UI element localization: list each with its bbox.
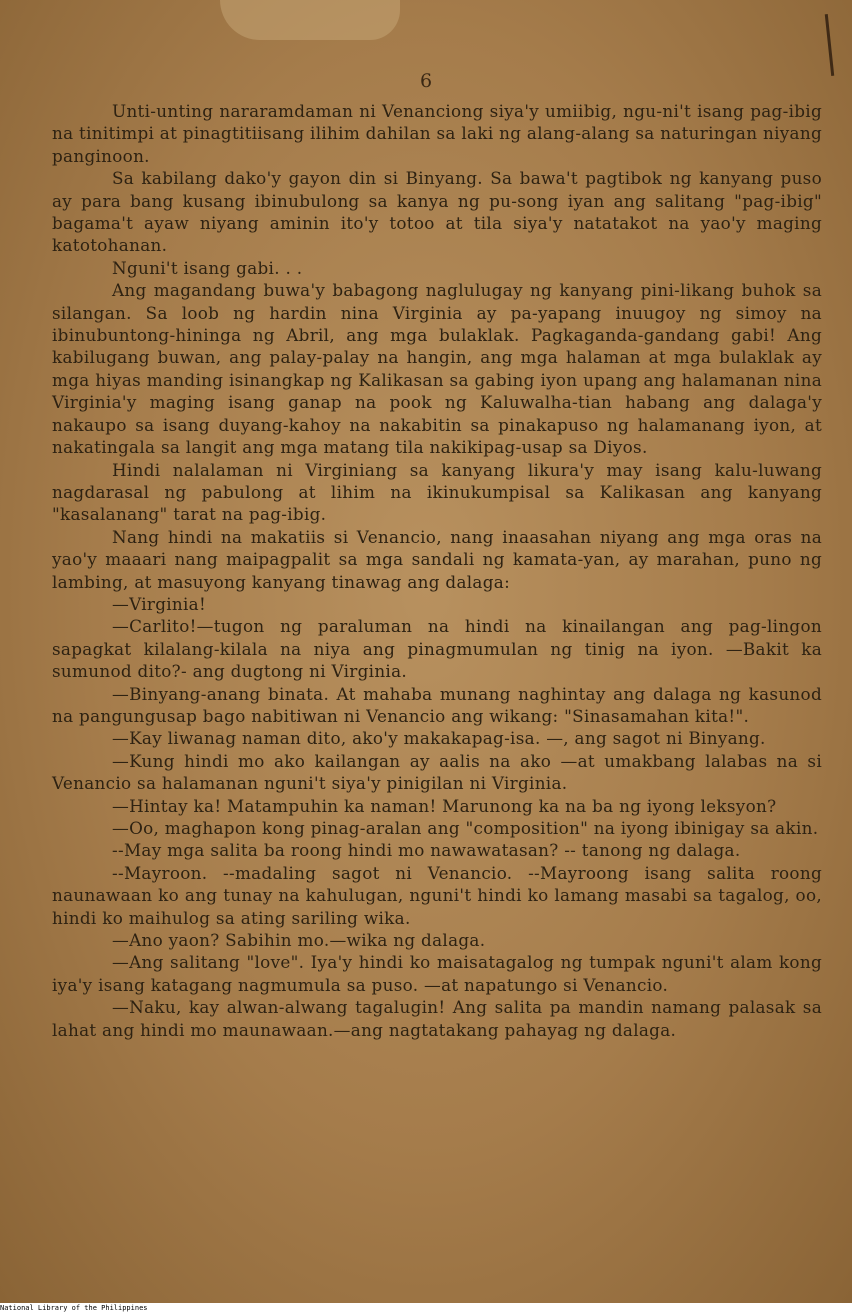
paragraph: —Carlito!—tugon ng paraluman na hindi na kinailangan ang pag-lingon sapagkat kilalang-kilala na niya ang pinagmumulan ng tinig na iyon. —Bakit ka sumunod dito?- ang dugtong ni Virginia. <box>52 616 822 682</box>
paragraph: Sa kabilang dako'y gayon din si Binyang. Sa bawa't pagtibok ng kanyang puso ay para bang kusang ibinubulong sa kanya ng pu-song iyan ang salitang "pag-ibig" bagama't ayaw niyang aminin ito'y totoo at tila siya'y natatakot na yao'y maging katotohanan. <box>52 168 822 256</box>
paragraph: —Ang salitang "love". Iya'y hindi ko maisatagalog ng tumpak nguni't alam kong iya'y isang katagang nagmumula sa puso. —at napatungo si Venancio. <box>52 952 822 995</box>
paragraph: —Kung hindi mo ako kailangan ay aalis na ako —at umakbang lalabas na si Venancio sa halamanan nguni't siya'y pinigilan ni Virginia. <box>52 750 822 794</box>
paragraph: —Virginia! <box>112 593 207 614</box>
paragraph: —Kay liwanag naman dito, ako'y makakapag-isa. —, ang sagot ni Binyang. <box>112 728 766 749</box>
paragraph: --May mga salita ba roong hindi mo nawawatasan? -- tanong ng dalaga. <box>112 840 741 861</box>
paragraph: Nang hindi na makatiis si Venancio, nang inaasahan niyang ang mga oras na yao'y maaari nang maipagpalit sa mga sandali ng kamata-yan, ay marahan, puno ng lambing, at masuyong kanyang tinawag ang dalaga: <box>52 526 822 592</box>
paragraph: —Ano yaon? Sabihin mo.—wika ng dalaga. <box>112 930 486 951</box>
paragraph: —Oo, maghapon kong pinag-aralan ang "composition" na iyong ibinigay sa akin. <box>112 818 819 838</box>
page-number: 6 <box>419 70 433 92</box>
body-text <box>52 100 822 1041</box>
paper-stain <box>220 0 400 40</box>
paragraph: Nguni't isang gabi. . . <box>112 257 303 278</box>
paragraph: —Binyang-anang binata. At mahaba munang naghintay ang dalaga ng kasunod na pangungusap bago nabitiwan ni Venancio ang wikang: "Sinasamahan kita!". <box>52 683 822 726</box>
paragraph: --Mayroon. --madaling sagot ni Venancio. --Mayroong isang salita roong naunawaan ko ang tunay na kahulugan, nguni't hindi ko lamang masabi sa tagalog, oo, hindi ko maihulog sa ating sariling wika. <box>52 862 822 928</box>
paragraph: Ang magandang buwa'y babagong naglulugay ng kanyang pini-likang buhok sa silangan. Sa loob ng hardin nina Virginia ay pa-yapang inuugoy ng simoy na ibinubuntong-hininga ng Abril, ang mga bulaklak. Pagkaganda-gandang gabi! Ang kabilugang buwan, ang palay-palay na hangin, ang mga halaman at mga bulaklak ay mga hiyas manding isinangkap ng Kalikasan sa gabing iyon upang ang halamanan nina Virginia'y maging isang ganap na pook ng Kaluwalha-tian habang ang dalaga'y nakaupo sa isang duyang-kahoy na nakabitin sa pinakapuso ng halamanang iyon, at nakatingala sa langit ang mga matang tila nakikipag-usap sa Diyos. <box>52 280 822 458</box>
paragraph: —Hintay ka! Matampuhin ka naman! Marunong ka na ba ng iyong leksyon? <box>112 795 777 816</box>
paper-edge-mark <box>825 14 834 76</box>
paragraph: Hindi nalalaman ni Virginiang sa kanyang likura'y may isang kalu-luwang nagdarasal ng pabulong at lihim na ikinukumpisal sa Kalikasan ang kanyang "kasalanang" tarat na pag-ibig. <box>52 459 822 525</box>
paragraph: Unti-unting nararamdaman ni Venanciong siya'y umiibig, ngu-ni't isang pag-ibig na tinitimpi at pinagtitiisang ilihim dahilan sa laki ng alang-alang sa naturingan niyang panginoon. <box>52 101 822 166</box>
paragraph: —Naku, kay alwan-alwang tagalugin! Ang salita pa mandin namang palasak sa lahat ang hindi mo maunawaan.—ang nagtatakang pahayag ng dalaga. <box>52 997 822 1040</box>
library-credit: National Library of the Philippines <box>0 1304 148 1312</box>
